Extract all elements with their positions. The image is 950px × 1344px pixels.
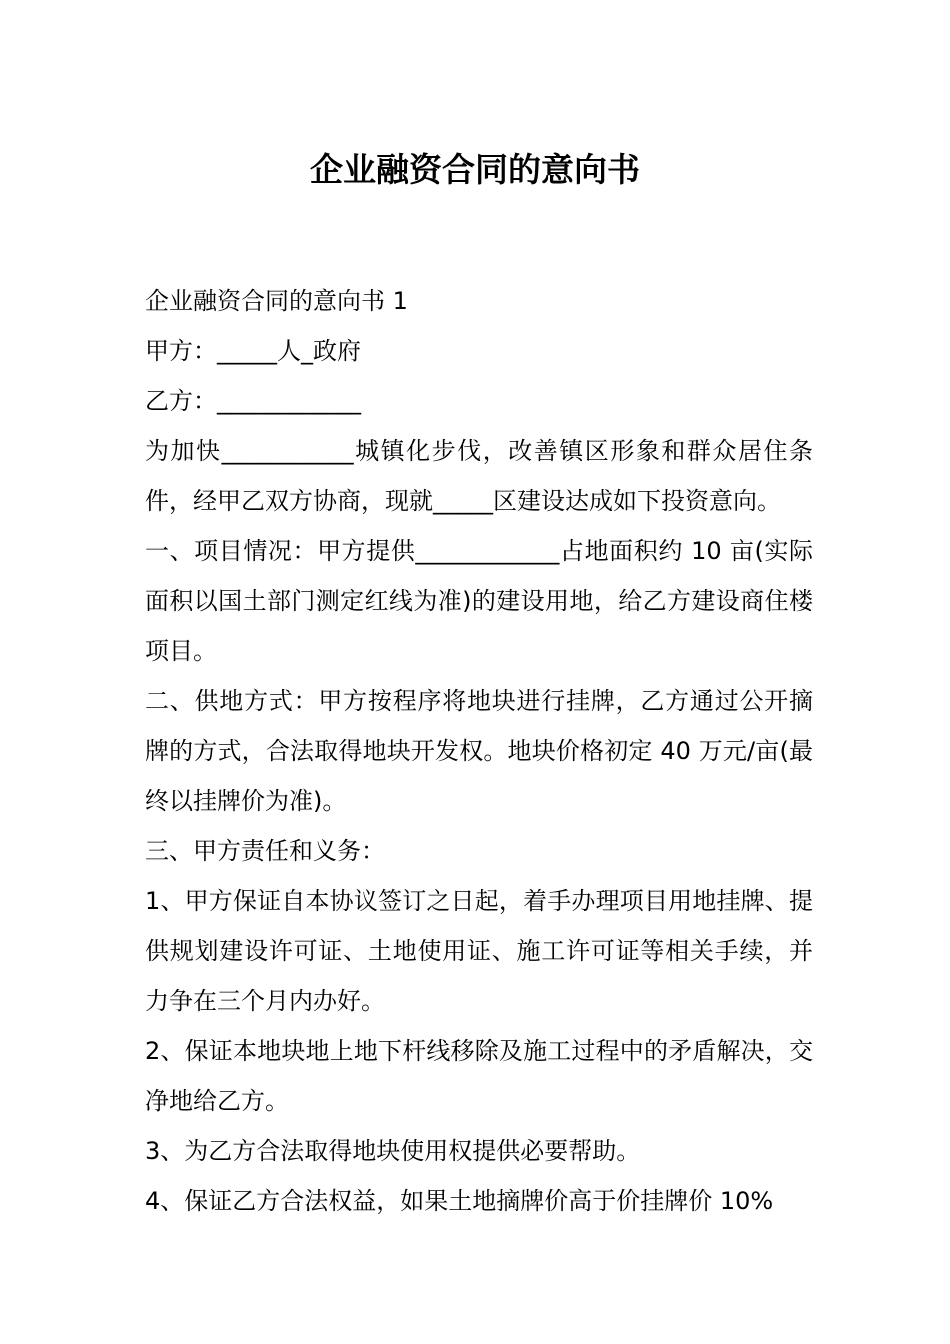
paragraph-heading-1: 企业融资合同的意向书 1 (145, 287, 408, 315)
document-body (145, 276, 813, 1226)
paragraph-duty-3: 3、为乙方合法取得地块使用权提供必要帮助。 (145, 1137, 641, 1165)
paragraph-duty-2: 2、保证本地块地上地下杆线移除及施工过程中的矛盾解决，交净地给乙方。 (145, 1037, 813, 1115)
paragraph-party-a: 甲方：_____人_政府 (145, 337, 361, 365)
paragraph-project-info: 一、项目情况：甲方提供____________占地面积约 10 亩(实际面积以国土部门测定红线为准)的建设用地，给乙方建设商住楼项目。 (145, 537, 813, 665)
paragraph-duty-4: 4、保证乙方合法权益，如果土地摘牌价高于价挂牌价 10% (145, 1187, 774, 1215)
paragraph-land-supply: 二、供地方式：甲方按程序将地块进行挂牌，乙方通过公开摘牌的方式，合法取得地块开发权。地块价格初定 40 万元/亩(最终以挂牌价为准)。 (145, 687, 813, 815)
paragraph-party-a-duties: 三、甲方责任和义务： (145, 837, 385, 865)
paragraph-intro: 为加快___________城镇化步伐，改善镇区形象和群众居住条件，经甲乙双方协商，现就_____区建设达成如下投资意向。 (145, 437, 813, 515)
paragraph-party-b: 乙方：____________ (145, 387, 361, 415)
paragraph-duty-1: 1、甲方保证自本协议签订之日起，着手办理项目用地挂牌、提供规划建设许可证、土地使用证、施工许可证等相关手续，并力争在三个月内办好。 (145, 887, 813, 1015)
document-title: 企业融资合同的意向书 (310, 150, 640, 189)
